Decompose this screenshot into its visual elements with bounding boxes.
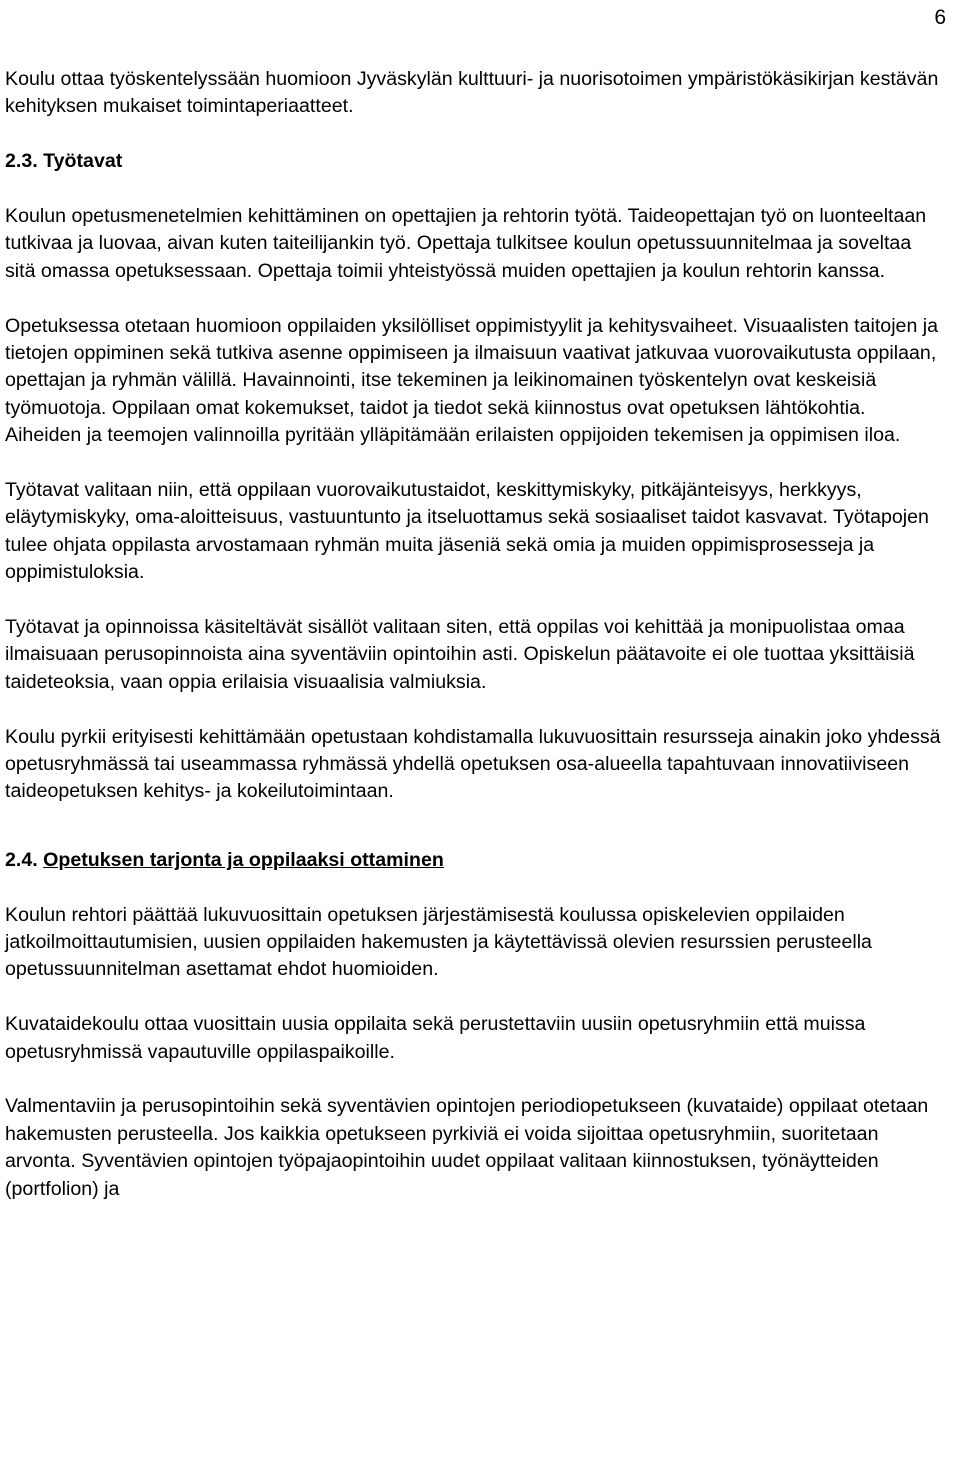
section-number: 2.4. [5,848,38,871]
paragraph: Koulun opetusmenetelmien kehittäminen on opettajien ja rehtorin työtä. Taideopettajan työ on luonteeltaan tutkivaa ja luovaa, aivan kuten taiteilijankin työ. Opettaja tulkitsee koulun opetussuunnitelmaa ja soveltaa sitä omassa opetuksessaan. Opettaja toimii yhteistyössä muiden opettajien ja koulun rehtorin kanssa. [5,205,927,282]
paragraph: Opetuksessa otetaan huomioon oppilaiden yksilölliset oppimistyylit ja kehitysvaiheet. Visuaalisten taitojen ja tietojen oppiminen sekä tutkiva asenne oppimiseen ja ilmaisuun vaativat jatkuvaa vuorovaikutusta oppilaan, opettajan ja ryhmän välillä. Havainnointi, itse tekeminen ja leikinomainen työskentelyn ovat keskeisiä työmuotoja. Oppilaan omat kokemukset, taidot ja tiedot sekä kiinnostus ovat opetuksen lähtökohtia. Aiheiden ja teemojen valinnoilla pyritään ylläpitämään erilaisten oppijoiden tekemisen ja oppimisen iloa. [5,314,939,447]
paragraph: Kuvataidekoulu ottaa vuosittain uusia oppilaita sekä perustettaviin uusiin opetusryhmiin että muissa opetusryhmissä vapautuville oppilaspaikoille. [5,1013,866,1063]
section-number: 2.3. [5,150,38,173]
section-heading-2-3 [5,148,945,175]
document-body [5,66,945,1203]
paragraph: Koulun rehtori päättää lukuvuosittain opetuksen järjestämisestä koulussa opiskelevien oppilaiden jatkoilmoittautumisien, uusien oppilaiden hakemusten ja käytettävissä olevien resurssien perusteella opetussuunnitelman asettamat ehdot huomioiden. [5,903,872,981]
paragraph: Työtavat ja opinnoissa käsiteltävät sisällöt valitaan siten, että oppilas voi kehittää ja monipuolistaa omaa ilmaisuaan perusopinnoista aina syventäviin opintoihin asti. Opiskelun päätavoite ei ole tuottaa yksittäisiä taideteoksia, vaan oppia erilaisia visuaalisia valmiuksia. [5,616,915,693]
page-number: 6 [934,6,946,29]
section-title: Työtavat [43,150,123,173]
paragraph: Valmentaviin ja perusopintoihin sekä syventävien opintojen periodiopetukseen (kuvataide) oppilaat otetaan hakemusten perusteella. Jos kaikkia opetukseen pyrkiviä ei voida sijoittaa opetusryhmiin, suoritetaan arvonta. Syventävien opintojen työpajaopintoihin uudet oppilaat valitaan kiinnostuksen, työnäytteiden (portfolion) ja [5,1095,929,1200]
paragraph: Koulu pyrkii erityisesti kehittämään opetustaan kohdistamalla lukuvuosittain resursseja ainakin joko yhdessä opetusryhmässä tai useammassa ryhmässä yhdellä opetuksen osa-alueella tapahtuvaan innovatiiviseen taideopetuksen kehitys- ja kokeilutoimintaan. [5,725,941,803]
section-heading-2-4 [5,847,945,874]
intro-paragraph: Koulu ottaa työskentelyssään huomioon Jyväskylän kulttuuri- ja nuorisotoimen ympäristökäsikirjan kestävän kehityksen mukaiset toimintaperiaatteet. [5,68,939,118]
paragraph: Työtavat valitaan niin, että oppilaan vuorovaikutustaidot, keskittymiskyky, pitkäjänteisyys, herkkyys, eläytymiskyky, oma-aloitteisuus, vastuuntunto ja itseluottamus sekä sosiaaliset taidot kasvavat. Työtapojen tulee ohjata oppilasta arvostamaan ryhmän muita jäseniä sekä omia ja muiden oppimisprosesseja ja oppimistuloksia. [5,479,929,584]
section-title: Opetuksen tarjonta ja oppilaaksi ottaminen [43,848,444,871]
